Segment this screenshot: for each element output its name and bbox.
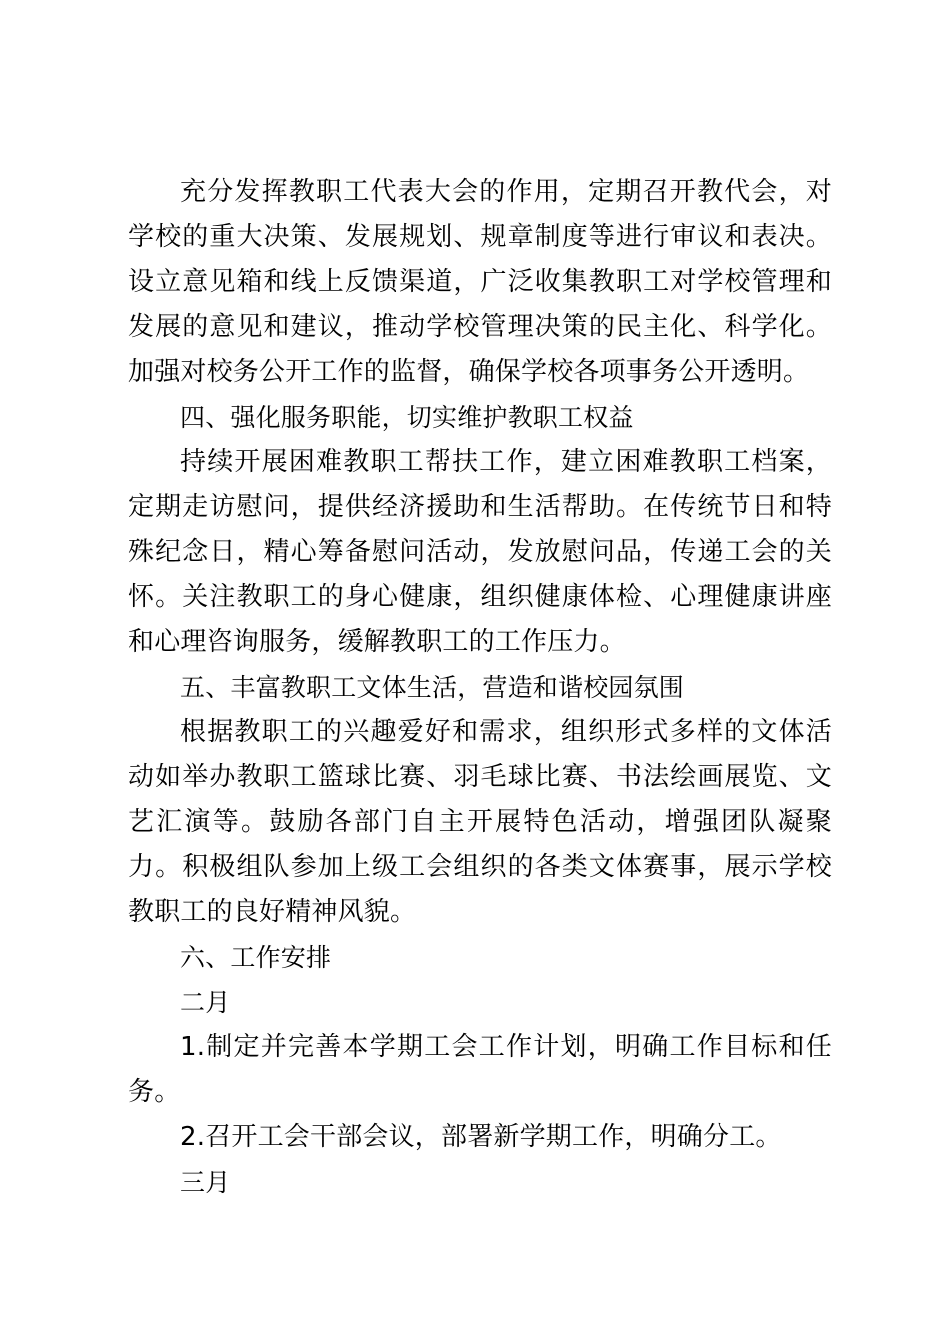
paragraph-service: 持续开展困难教职工帮扶工作，建立困难教职工档案，定期走访慰问，提供经济援助和生活帮助。在传统节日和特殊纪念日，精心筹备慰问活动，发放慰问品，传递工会的关怀。关注教职工的身心健康，组织健康体检、心理健康讲座和心理咨询服务，缓解教职工的工作压力。 <box>128 447 832 657</box>
month-heading-march: 三月 <box>180 1168 231 1197</box>
month-heading-february: 二月 <box>180 988 231 1017</box>
paragraph-culture: 根据教职工的兴趣爱好和需求，组织形式多样的文体活动如举办教职工篮球比赛、羽毛球比赛、书法绘画展览、文艺汇演等。鼓励各部门自主开展特色活动，增强团队凝聚力。积极组队参加上级工会组织的各类文体赛事，展示学校教职工的良好精神风貌。 <box>128 717 832 927</box>
list-item-plan: 1.制定并完善本学期工会工作计划，明确工作目标和任务。 <box>128 1032 832 1107</box>
section-heading-culture: 五、丰富教职工文体生活，营造和谐校园氛围 <box>180 673 685 702</box>
section-heading-schedule: 六、工作安排 <box>180 943 332 972</box>
list-item-meeting: 2.召开工会干部会议，部署新学期工作，明确分工。 <box>180 1122 782 1152</box>
paragraph-staff-congress: 充分发挥教职工代表大会的作用，定期召开教代会，对学校的重大决策、发展规划、规章制度等进行审议和表决。设立意见箱和线上反馈渠道，广泛收集教职工对学校管理和发展的意见和建议，推动学校管理决策的民主化、科学化。加强对校务公开工作的监督，确保学校各项事务公开透明。 <box>128 177 832 387</box>
section-heading-service: 四、强化服务职能，切实维护教职工权益 <box>180 403 634 432</box>
document-body <box>128 170 832 1205</box>
